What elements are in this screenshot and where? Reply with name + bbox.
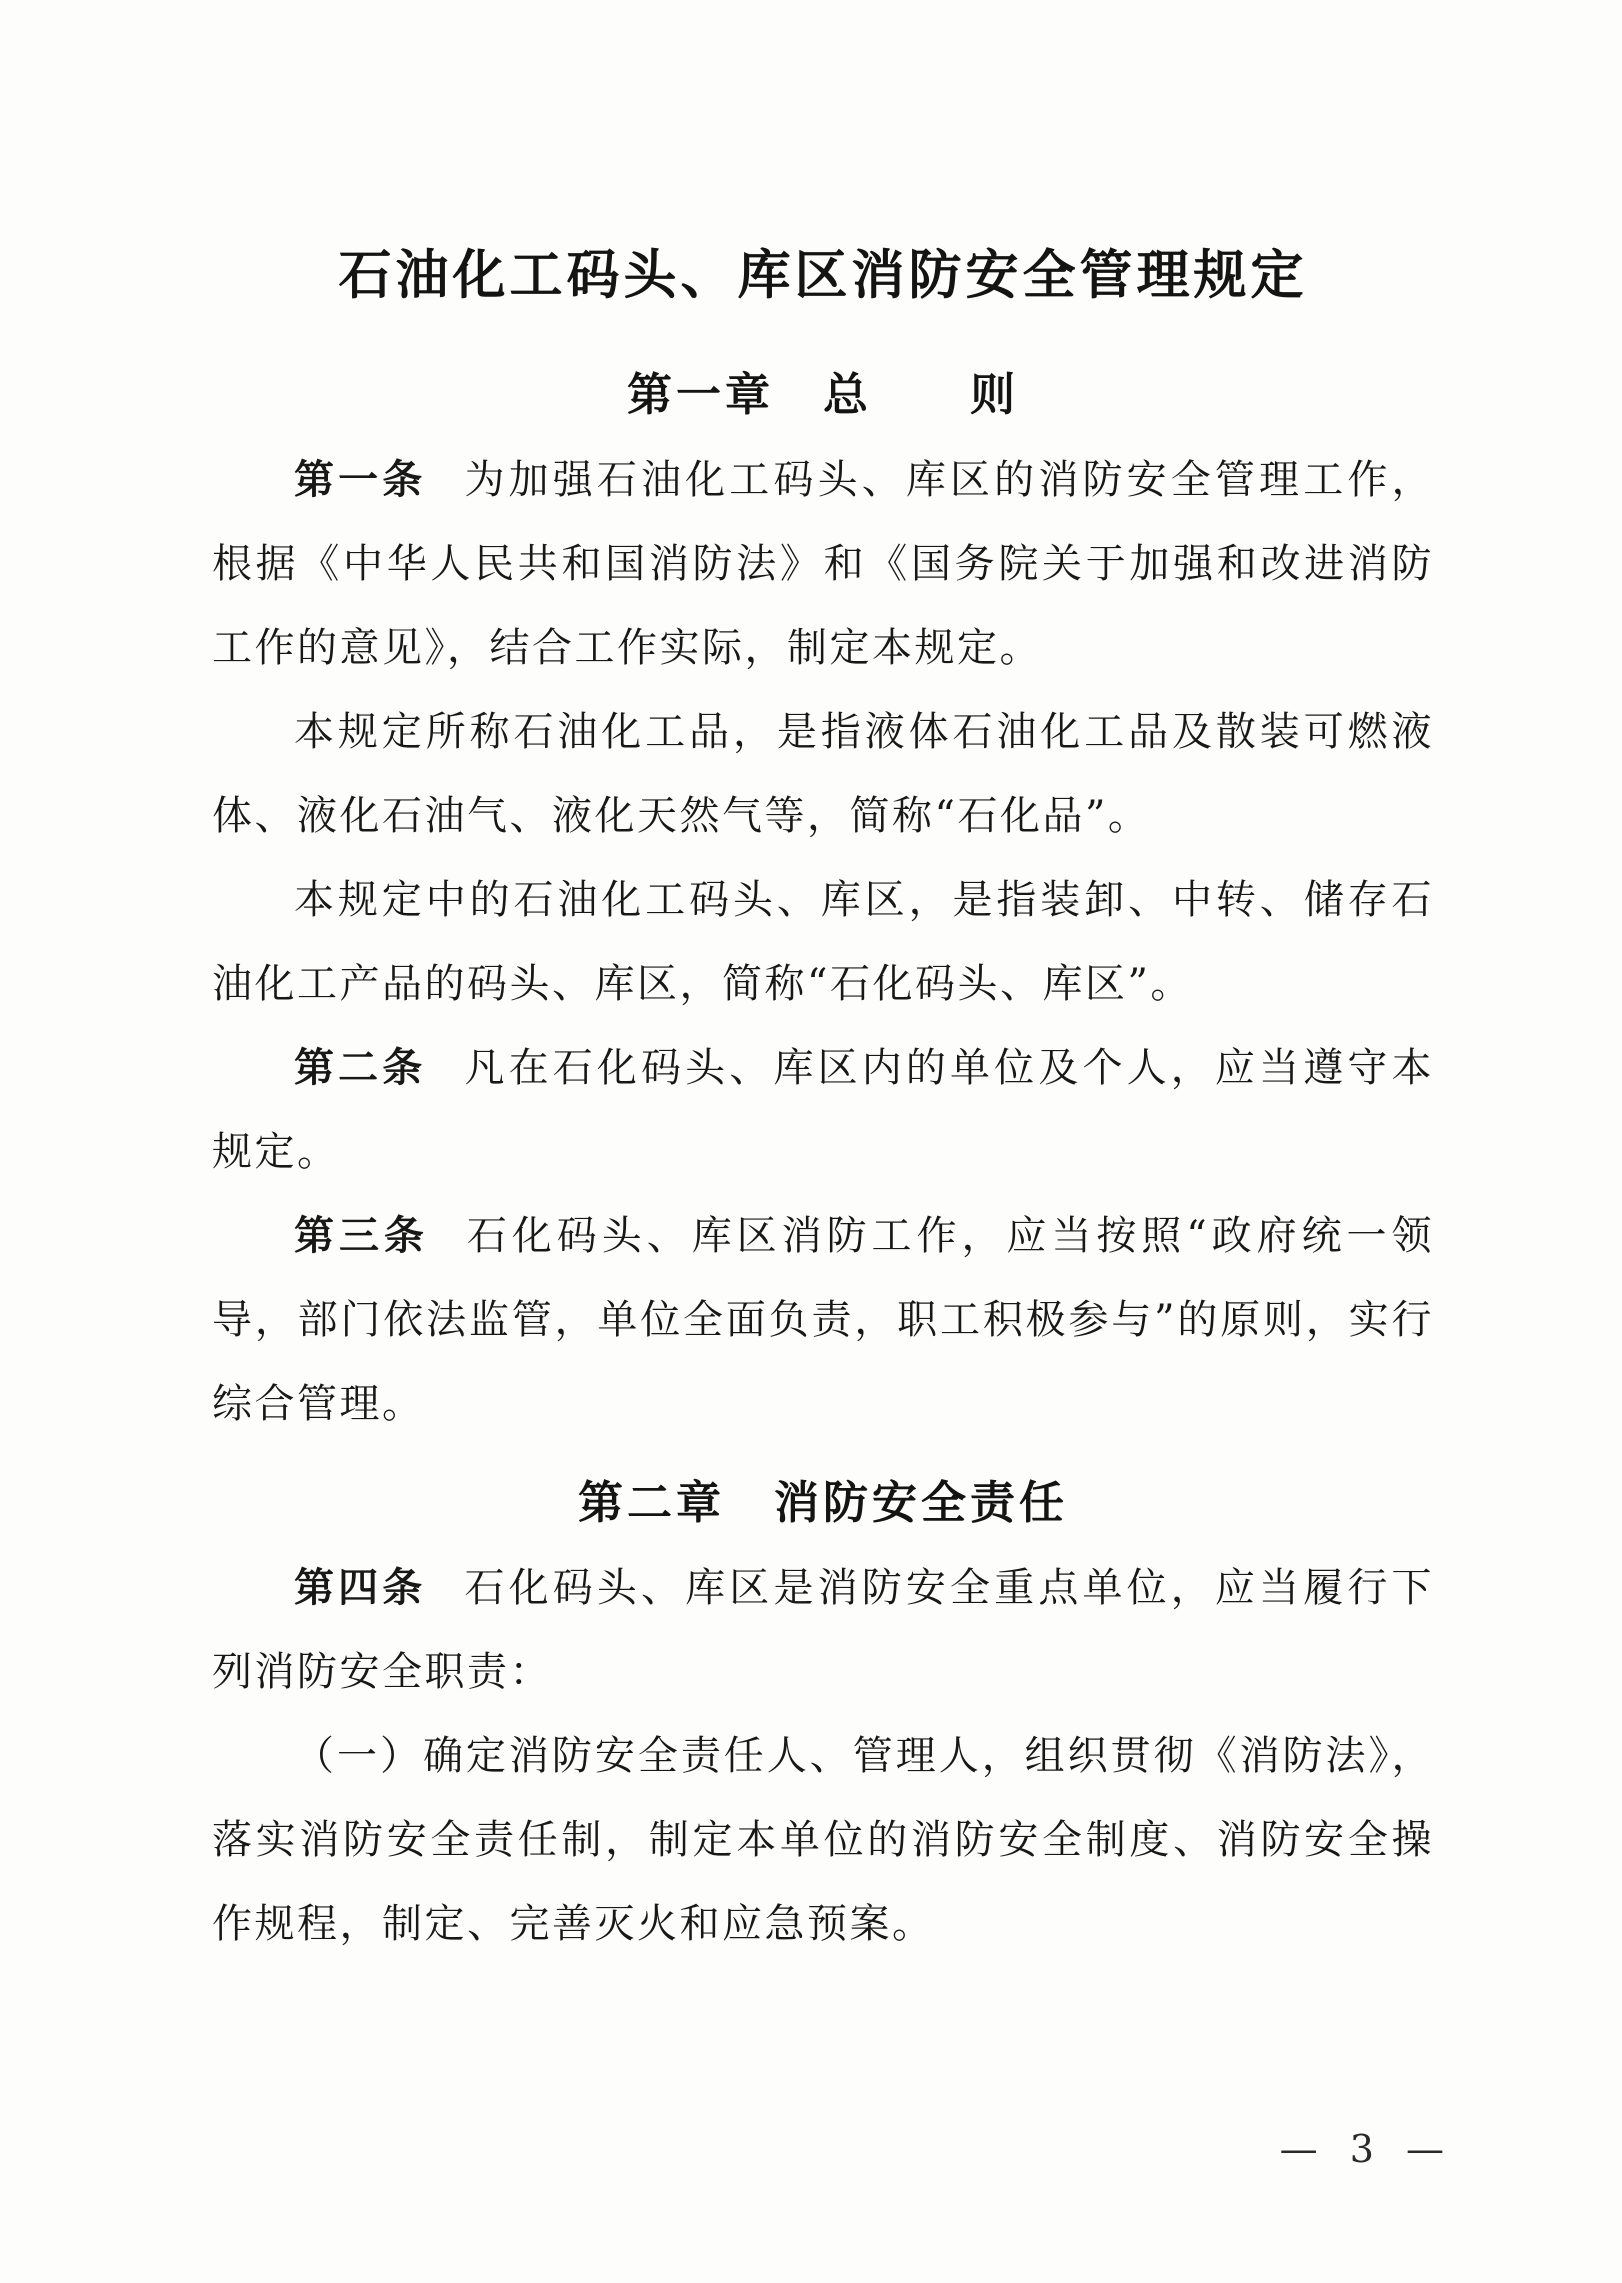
article-1-continuation-paragraph-2 — [212, 858, 1434, 1026]
article-1-paragraph — [212, 438, 1434, 690]
article-1-continuation-text-2: 本规定中的石油化工码头、库区，是指装卸、中转、储存石油化工产品的码头、库区，简称“石化码头、库区”。 — [212, 877, 1434, 1007]
article-4-item-1-text: （一）确定消防安全责任人、管理人，组织贯彻《消防法》，落实消防安全责任制，制定本单位的消防安全制度、消防安全操作规程，制定、完善灭火和应急预案。 — [212, 1733, 1434, 1947]
article-2-number: 第二条 — [294, 1044, 427, 1091]
article-1-continuation-text-1: 本规定所称石油化工品，是指液体石油化工品及散装可燃液体、液化石油气、液化天然气等，简称“石化品”。 — [212, 709, 1434, 839]
article-3-paragraph — [212, 1194, 1434, 1446]
article-4-item-1-paragraph — [212, 1714, 1434, 1966]
page-number: — 3 — — [1279, 2127, 1454, 2171]
article-1-number: 第一条 — [294, 456, 427, 503]
article-4-paragraph — [212, 1546, 1434, 1714]
article-1-text: 为加强石油化工码头、库区的消防安全管理工作，根据《中华人民共和国消防法》和《国务院关于加强和改进消防工作的意见》，结合工作实际，制定本规定。 — [212, 457, 1434, 671]
article-2-paragraph — [212, 1026, 1434, 1194]
article-2-text: 凡在石化码头、库区内的单位及个人，应当遵守本规定。 — [212, 1045, 1434, 1175]
article-1-continuation-paragraph-1 — [212, 690, 1434, 858]
chapter-1-heading: 第一章 总 则 — [626, 368, 1019, 421]
document-content — [212, 242, 1434, 1966]
article-3-number: 第三条 — [294, 1212, 429, 1259]
article-4-number: 第四条 — [294, 1564, 427, 1611]
document-title: 石油化工码头、库区消防安全管理规定 — [338, 244, 1308, 306]
article-4-text: 石化码头、库区是消防安全重点单位，应当履行下列消防安全职责： — [212, 1565, 1434, 1695]
chapter-2-heading: 第二章 消防安全责任 — [577, 1476, 1068, 1529]
article-3-text: 石化码头、库区消防工作，应当按照“政府统一领导，部门依法监管，单位全面负责，职工积极参与”的原则，实行综合管理。 — [212, 1213, 1435, 1427]
